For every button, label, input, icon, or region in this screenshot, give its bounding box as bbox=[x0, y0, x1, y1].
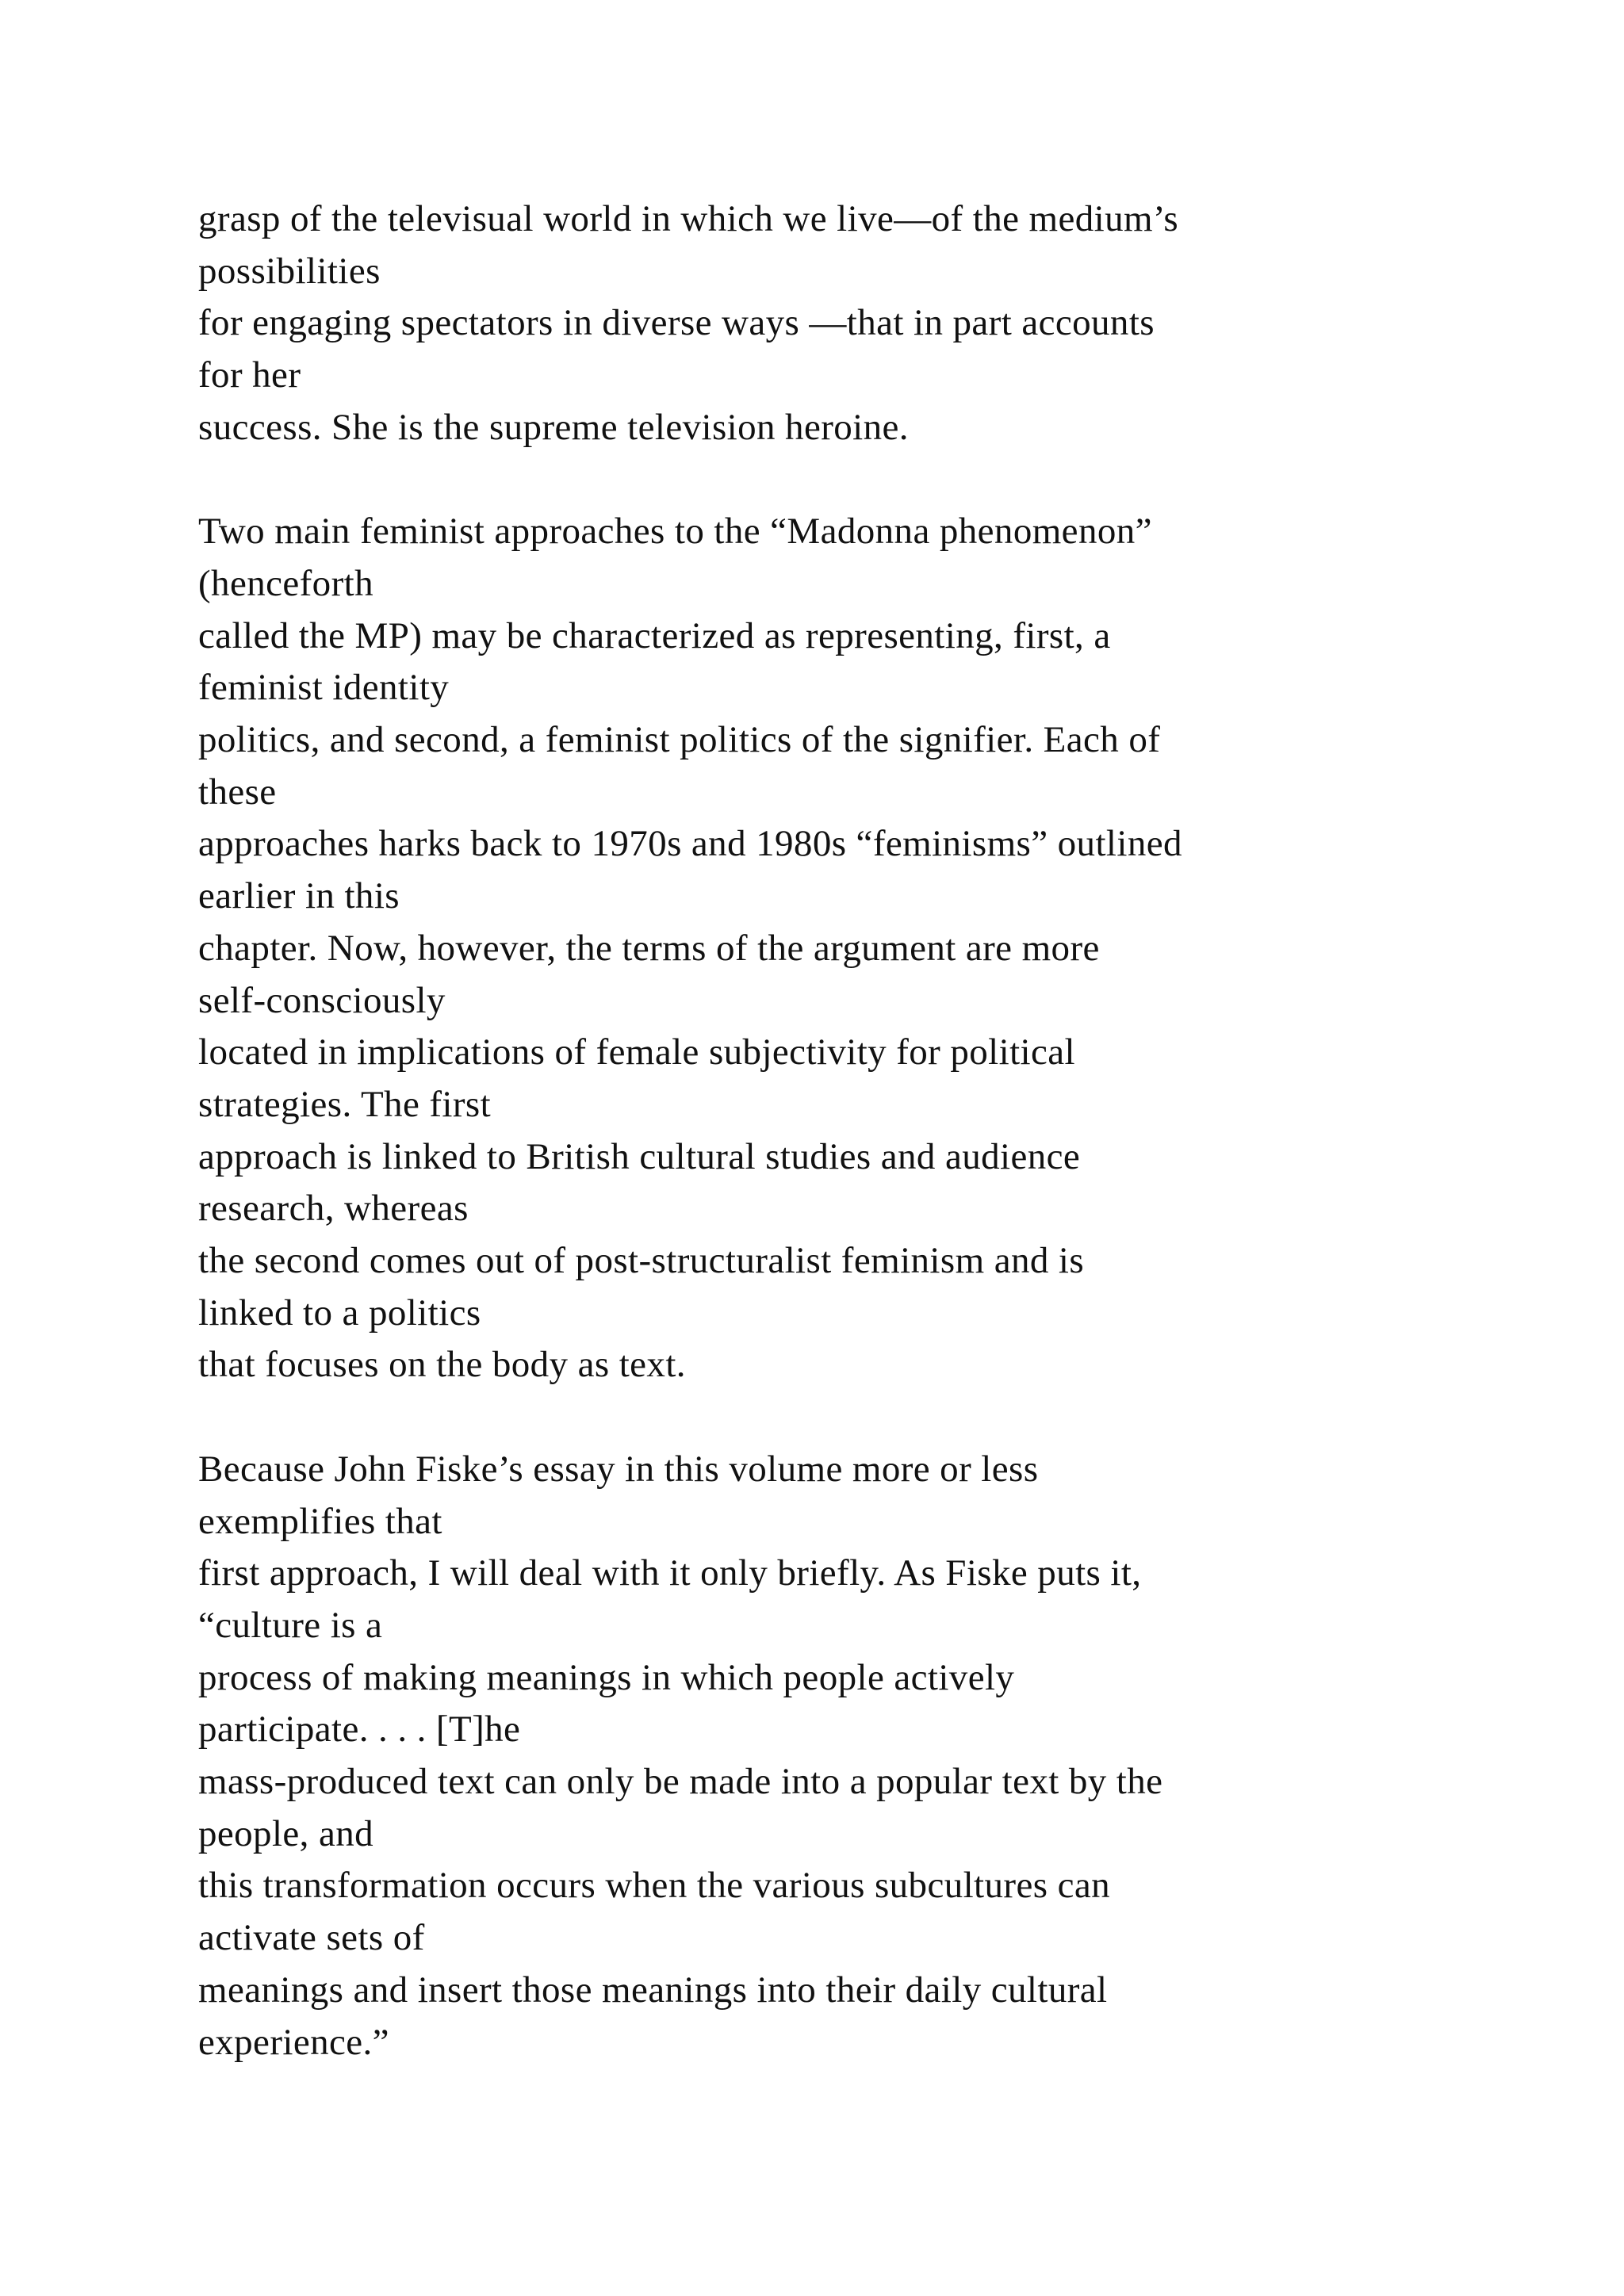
text-line: located in implications of female subjectivity for political bbox=[198, 1031, 1075, 1073]
text-line: people, and bbox=[198, 1812, 374, 1854]
text-line: first approach, I will deal with it only briefly. As Fiske puts it, bbox=[198, 1552, 1142, 1594]
text-line: politics, and second, a feminist politics of the signifier. Each of bbox=[198, 719, 1161, 761]
text-line: approach is linked to British cultural studies and audience bbox=[198, 1135, 1081, 1177]
text-line: the second comes out of post-structuralist feminism and is bbox=[198, 1240, 1085, 1282]
text-line: Two main feminist approaches to the “Madonna phenomenon” bbox=[198, 511, 1152, 553]
text-line: grasp of the televisual world in which we live—of the medium’s bbox=[198, 198, 1179, 239]
text-line: that focuses on the body as text. bbox=[198, 1344, 686, 1386]
text-line: process of making meanings in which people actively bbox=[198, 1656, 1015, 1698]
text-line: (henceforth bbox=[198, 562, 373, 604]
text-line: activate sets of bbox=[198, 1917, 425, 1959]
text-line: exemplifies that bbox=[198, 1500, 442, 1542]
text-line: research, whereas bbox=[198, 1188, 469, 1230]
text-line: success. She is the supreme television heroine. bbox=[198, 406, 909, 448]
text-line: strategies. The first bbox=[198, 1083, 492, 1125]
paragraph bbox=[198, 1444, 1546, 2068]
body-text bbox=[198, 193, 1546, 2121]
text-line: linked to a politics bbox=[198, 1292, 481, 1334]
text-line: “culture is a bbox=[198, 1604, 383, 1646]
text-line: chapter. Now, however, the terms of the argument are more bbox=[198, 927, 1100, 969]
text-line: this transformation occurs when the various subcultures can bbox=[198, 1865, 1110, 1907]
paragraph bbox=[198, 506, 1546, 1391]
text-line: approaches harks back to 1970s and 1980s “feminisms” outlined bbox=[198, 823, 1182, 865]
paragraph bbox=[198, 193, 1546, 454]
text-line: Because John Fiske’s essay in this volume more or less bbox=[198, 1448, 1039, 1490]
text-line: possibilities bbox=[198, 250, 381, 292]
text-line: called the MP) may be characterized as representing, first, a bbox=[198, 614, 1111, 656]
text-line: these bbox=[198, 771, 277, 813]
text-line: feminist identity bbox=[198, 667, 450, 709]
text-line: participate. . . . [T]he bbox=[198, 1709, 521, 1751]
text-line: for her bbox=[198, 354, 301, 396]
text-line: experience.” bbox=[198, 2021, 389, 2063]
text-line: earlier in this bbox=[198, 875, 400, 917]
text-line: self-consciously bbox=[198, 979, 446, 1021]
text-line: mass-produced text can only be made into a popular text by the bbox=[198, 1761, 1163, 1803]
text-line: for engaging spectators in diverse ways —that in part accounts bbox=[198, 302, 1155, 344]
text-line: meanings and insert those meanings into their daily cultural bbox=[198, 1969, 1108, 2011]
